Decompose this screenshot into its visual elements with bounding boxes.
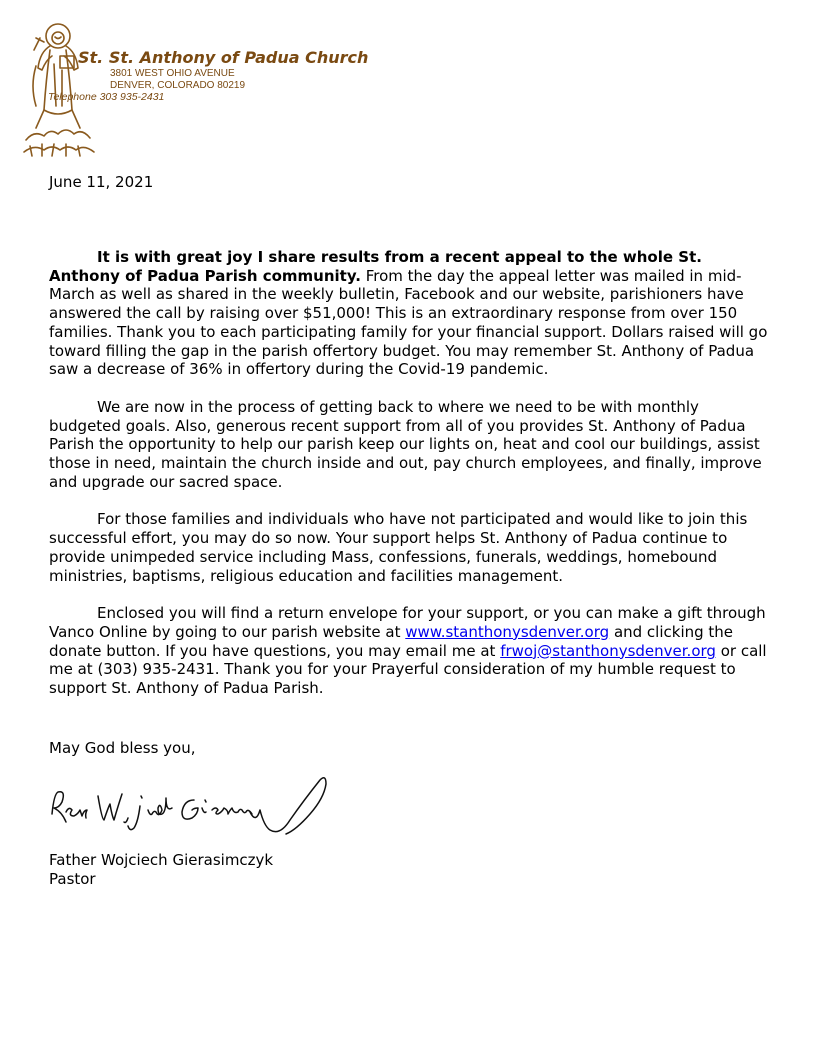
signer-block bbox=[49, 851, 273, 888]
paragraph-3: For those families and individuals who have not participated and would like to join this successful effort, you may do so now. Your support helps St. Anthony of Padua continue to provide unimpeded service including Mass, confessions, funerals, weddings, homebound ministries, baptisms, religious education and facilities management. bbox=[49, 510, 748, 585]
signer-title: Pastor bbox=[49, 869, 96, 888]
email-link[interactable]: frwoj@stanthonysdenver.org bbox=[500, 641, 716, 660]
paragraph-4 bbox=[49, 604, 769, 698]
letter-body bbox=[49, 248, 769, 717]
church-name: St. St. Anthony of Padua Church bbox=[78, 48, 369, 67]
signer-name: Father Wojciech Gierasimczyk bbox=[49, 851, 274, 869]
letterhead bbox=[18, 18, 418, 163]
paragraph-1 bbox=[49, 248, 769, 379]
telephone: Telephone 303 935-2431 bbox=[48, 91, 165, 103]
paragraph-4-text-b: and clicking the donate button. If you have questions, you may email me at bbox=[49, 622, 734, 660]
letter-date: June 11, 2021 bbox=[49, 173, 154, 191]
website-link[interactable]: www.stanthonysdenver.org bbox=[405, 622, 610, 641]
closing-salutation: May God bless you, bbox=[49, 739, 196, 757]
paragraph-2: We are now in the process of getting back to where we need to be with monthly budgeted goals. Also, generous recent support from all of you provides St. Anthony of Padua Parish the opportunity to help our parish keep our lights on, heat and cool our buildings, assist those in need, maintain the church inside and out, pay church employees, and finally, improve and upgrade our sacred space. bbox=[49, 397, 762, 491]
address-line-1: 3801 WEST OHIO AVENUE bbox=[110, 68, 235, 79]
paragraph-1-bold: It is with great joy I share results from a recent appeal to the whole St. Anthony of Padua Parish community. bbox=[49, 248, 702, 285]
address-line-2: DENVER, COLORADO 80219 bbox=[110, 80, 246, 91]
paragraph-4-text-c: or call me at (303) 935-2431. Thank you for your Prayerful consideration of my humble request to support St. Anthony of Padua Parish. bbox=[49, 641, 767, 698]
handwritten-signature bbox=[44, 774, 344, 852]
saint-anthony-logo-icon bbox=[20, 20, 98, 160]
paragraph-1-text: From the day the appeal letter was mailed in mid-March as well as shared in the weekly bulletin, Facebook and our website, parishioners have answered the call by raising over $51,000! This is an extraordinary response from over 150 families. Thank you to each participating family for your financial support. Dollars raised will go toward filling the gap in the parish offertory budget. You may remember St. Anthony of Padua saw a decrease of 36% in offertory during the Covid-19 pandemic. bbox=[49, 266, 768, 379]
paragraph-4-text-a: Enclosed you will find a return envelope for your support, or you can make a gift through Vanco Online by going to our parish website at bbox=[49, 604, 766, 641]
